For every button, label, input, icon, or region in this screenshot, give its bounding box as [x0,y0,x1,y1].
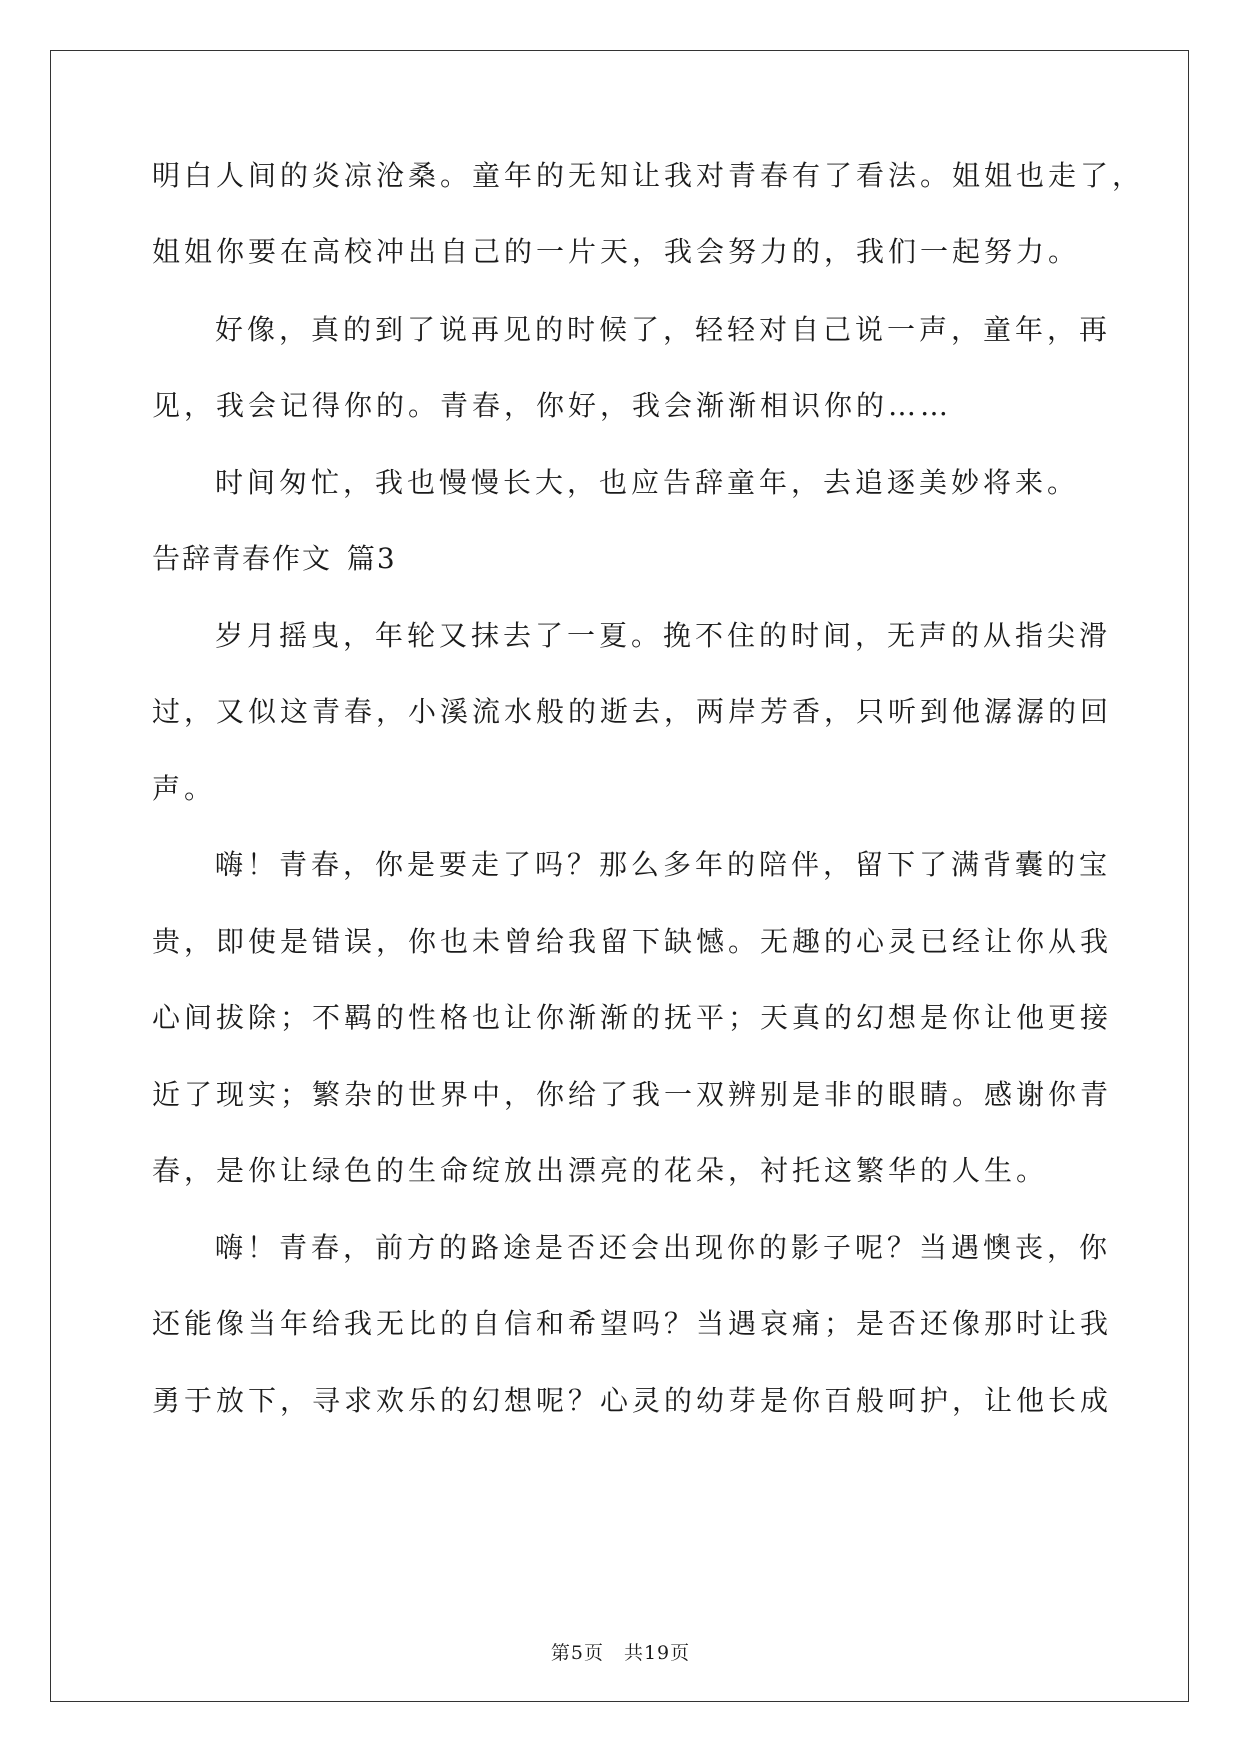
paragraph-start-line: 嗨！青春，前方的路途是否还会出现你的影子呢？当遇懊丧，你 [215,1231,1112,1264]
text-line: 春，是你让绿色的生命绽放出漂亮的花朵，衬托这繁华的人生。 [152,1154,1049,1187]
text-line: 姐姐你要在高校冲出自己的一片天，我会努力的，我们一起努力。 [152,235,1081,268]
text-line: 还能像当年给我无比的自信和希望吗？当遇哀痛；是否还像那时让我 [152,1307,1113,1340]
text-line: 近了现实；繁杂的世界中，你给了我一双辨别是非的眼睛。感谢你青 [152,1078,1113,1111]
text-line: 心间拔除；不羁的性格也让你渐渐的抚平；天真的幻想是你让他更接 [152,1001,1113,1034]
paragraph-start-line: 好像，真的到了说再见的时候了，轻轻对自己说一声，童年，再 [215,313,1112,346]
paragraph-start-line: 岁月摇曳，年轮又抹去了一夏。挽不住的时间，无声的从指尖滑 [215,619,1112,652]
text-line: 明白人间的炎凉沧桑。童年的无知让我对青春有了看法。姐姐也走了， [152,159,1145,192]
text-line: 见，我会记得你的。青春，你好，我会渐渐相识你的…… [152,389,953,422]
text-line: 过，又似这青春，小溪流水般的逝去，两岸芳香，只听到他潺潺的回 [152,695,1113,728]
section-heading: 告辞青春作文 篇3 [152,542,397,575]
paragraph-start-line: 时间匆忙，我也慢慢长大，也应告辞童年，去追逐美妙将来。 [215,466,1080,499]
text-line: 勇于放下，寻求欢乐的幻想呢？心灵的幼芽是你百般呵护，让他长成 [152,1384,1113,1417]
text-line: 贵，即使是错误，你也未曾给我留下缺憾。无趣的心灵已经让你从我 [152,925,1113,958]
page-number-footer: 第5页 共19页 [550,1642,691,1664]
paragraph-start-line: 嗨！青春，你是要走了吗？那么多年的陪伴，留下了满背囊的宝 [215,848,1112,881]
text-line: 声。 [152,772,217,805]
